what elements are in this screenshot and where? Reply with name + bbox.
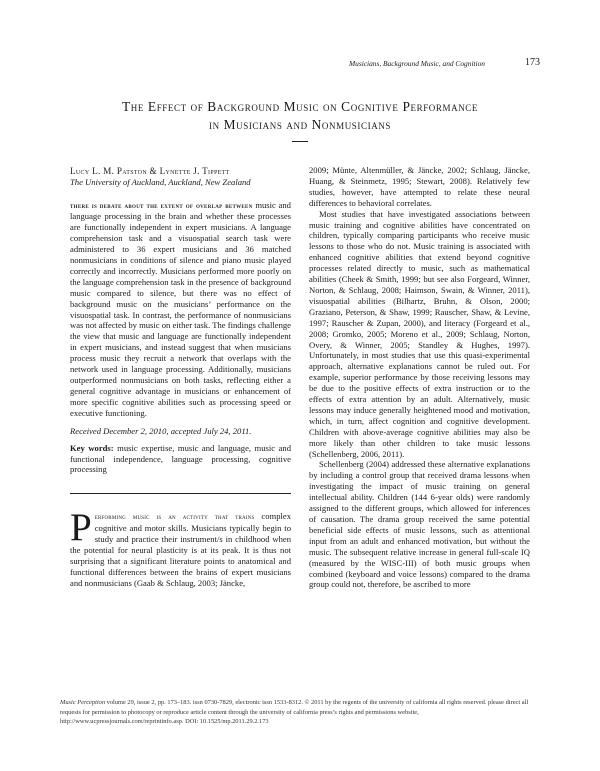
article-title-line-2: in Musicians and Nonmusicians: [208, 117, 392, 132]
keywords: [70, 443, 291, 476]
copyright-footer: [60, 698, 540, 727]
running-head: [60, 57, 540, 71]
drop-cap: P: [70, 506, 92, 550]
abstract: [70, 200, 291, 419]
article-title: [60, 98, 540, 134]
abstract-lead: there is debate about the extent of overlap between: [70, 200, 253, 210]
section-divider: [70, 493, 291, 494]
body-paragraph-2: Most studies that have investigated associations between music training and cognitive abilities have concentrated on children, typically comparing participants who receive music lessons to those who do not. Music training is associated with enhanced cognitive abilities that extend beyond cognitive processes related directly to music, such as mathematical abilities (Cheek & Smith, 1999; but see also Forgeard, Winner, Norton, & Schlaug, 2008; Haimson, Swain, & Winner, 2011), visuospatial abilities (Bilhartz, Bruhn, & Olson, 2000; Graziano, Peterson, & Shaw, 1999; Rauscher, Shaw, & Levine, 1997; Rauscher & Zupan, 2000), and literacy (Forgeard et al., 2008; Gromko, 2005; Moreno et al., 2009; Schlaug, Norton, Overy, & Winner, 2005; Standley & Hughes, 1997). Unfortunately, in most studies that use this quasi-experimental approach, alternative explanations cannot be ruled out. For example, superior performance by those receiving lessons may be due to the positive effects of extra instruction or to the effects of extra attention by an adult. Alternatively, music lessons may induce generally heightened mood and motivation, which, in turn, affect cognition and cognitive development. Children with above-average cognitive abilities may also be more likely than other children to take music lessons (Schellenberg, 2006, 2011).: [309, 208, 530, 459]
running-head-title: Musicians, Background Music, and Cognition: [348, 59, 485, 68]
keywords-text: music expertise, music and language, music and functional independence, language processing, cognitive processing: [70, 442, 292, 475]
article-title-line-1: The Effect of Background Music on Cognitive Performance: [121, 99, 479, 114]
introduction-text: complex cognitive and motor skills. Musicians typically begin to study and practice their instrument/s in childhood when the potential for neural plasticity is at its peak. It is thus not surprising that a significant literature points to anatomical and functional differences between the brains of expert musicians and nonmusicians (Gaab & Schlaug, 2003; Jäncke,: [70, 511, 291, 588]
introduction-lead: erforming music is an activity that trains: [94, 512, 255, 522]
page-number: 173: [525, 57, 540, 68]
author-affiliation: The University of Auckland, Auckland, New Zealand: [70, 177, 251, 187]
received-accepted-dates: Received December 2, 2010, accepted July 24, 2011.: [70, 425, 252, 436]
journal-name: Music Perception: [60, 699, 106, 706]
abstract-text: music and language processing in the brain and whether these processes are functionally independent in expert musicians. A language comprehension task and a visuospatial search task were administered to 36 expert musicians and 36 matched nonmusicians in conditions of silence and piano music played correctly and incorrectly. Musicians performed more poorly on the language comprehension task in the presence of background music compared to silence, but there was no effect of background music on the musicians’ performance on the visuospatial task. In contrast, the performance of nonmusicians was not affected by music on either task. The findings challenge the view that music and language are functionally independent in expert musicians, and instead suggest that when musicians process music they recruit a network that overlaps with the network used in language processing. Additionally, musicians outperformed nonmusicians on both tasks, reflecting either a general cognitive advantage in musicians or enhancement of more specific cognitive abilities such as processing speed or executive functioning.: [70, 199, 291, 418]
left-column: [70, 165, 291, 589]
body-paragraph-1: 2009; Münte, Altenmüller, & Jäncke, 2002; Schlaug, Jäncke, Huang, & Steinmetz, 1995; Stewart, 2008). Relatively few studies, however, have attempted to relate these neural differences to behavioral correlates.: [309, 165, 530, 208]
right-column: [309, 165, 530, 590]
body-paragraph-3: Schellenberg (2004) addressed these alternative explanations by including a control group that received drama lessons when investigating the impact of music training on general intellectual ability. Children (144 6-year olds) were randomly assigned to the different groups, which allowed for inferences of causation. The drama group received the same potential beneficial side effects of music lessons, such as attentional input from an adult and enhanced motivation, but without the music. The subsequent relative increase in general full-scale IQ (measured by the WISC-III) of both music groups when combined (keyboard and voice lessons) compared to the drama group could not, therefore, be ascribed to more: [309, 459, 530, 590]
author-names: Lucy L. M. Patston & Lynette J. Tippett: [70, 166, 230, 176]
introduction-paragraph: [70, 506, 291, 588]
title-divider: [292, 141, 308, 142]
footer-text: volume 29, issue 2, pp. 173–183. issn 0730-7829, electronic issn 1533-8312. © 2011 by the regents of the university of california all rights reserved. please direct all requests for permission to photocopy or reproduce article content through the university of california press’s rights and permissions website, http://www.ucpressjournals.com/reprintinfo.asp. DOI: 10.1525/mp.2011.29.2.173: [60, 699, 529, 726]
keywords-label: Key words:: [70, 442, 114, 453]
